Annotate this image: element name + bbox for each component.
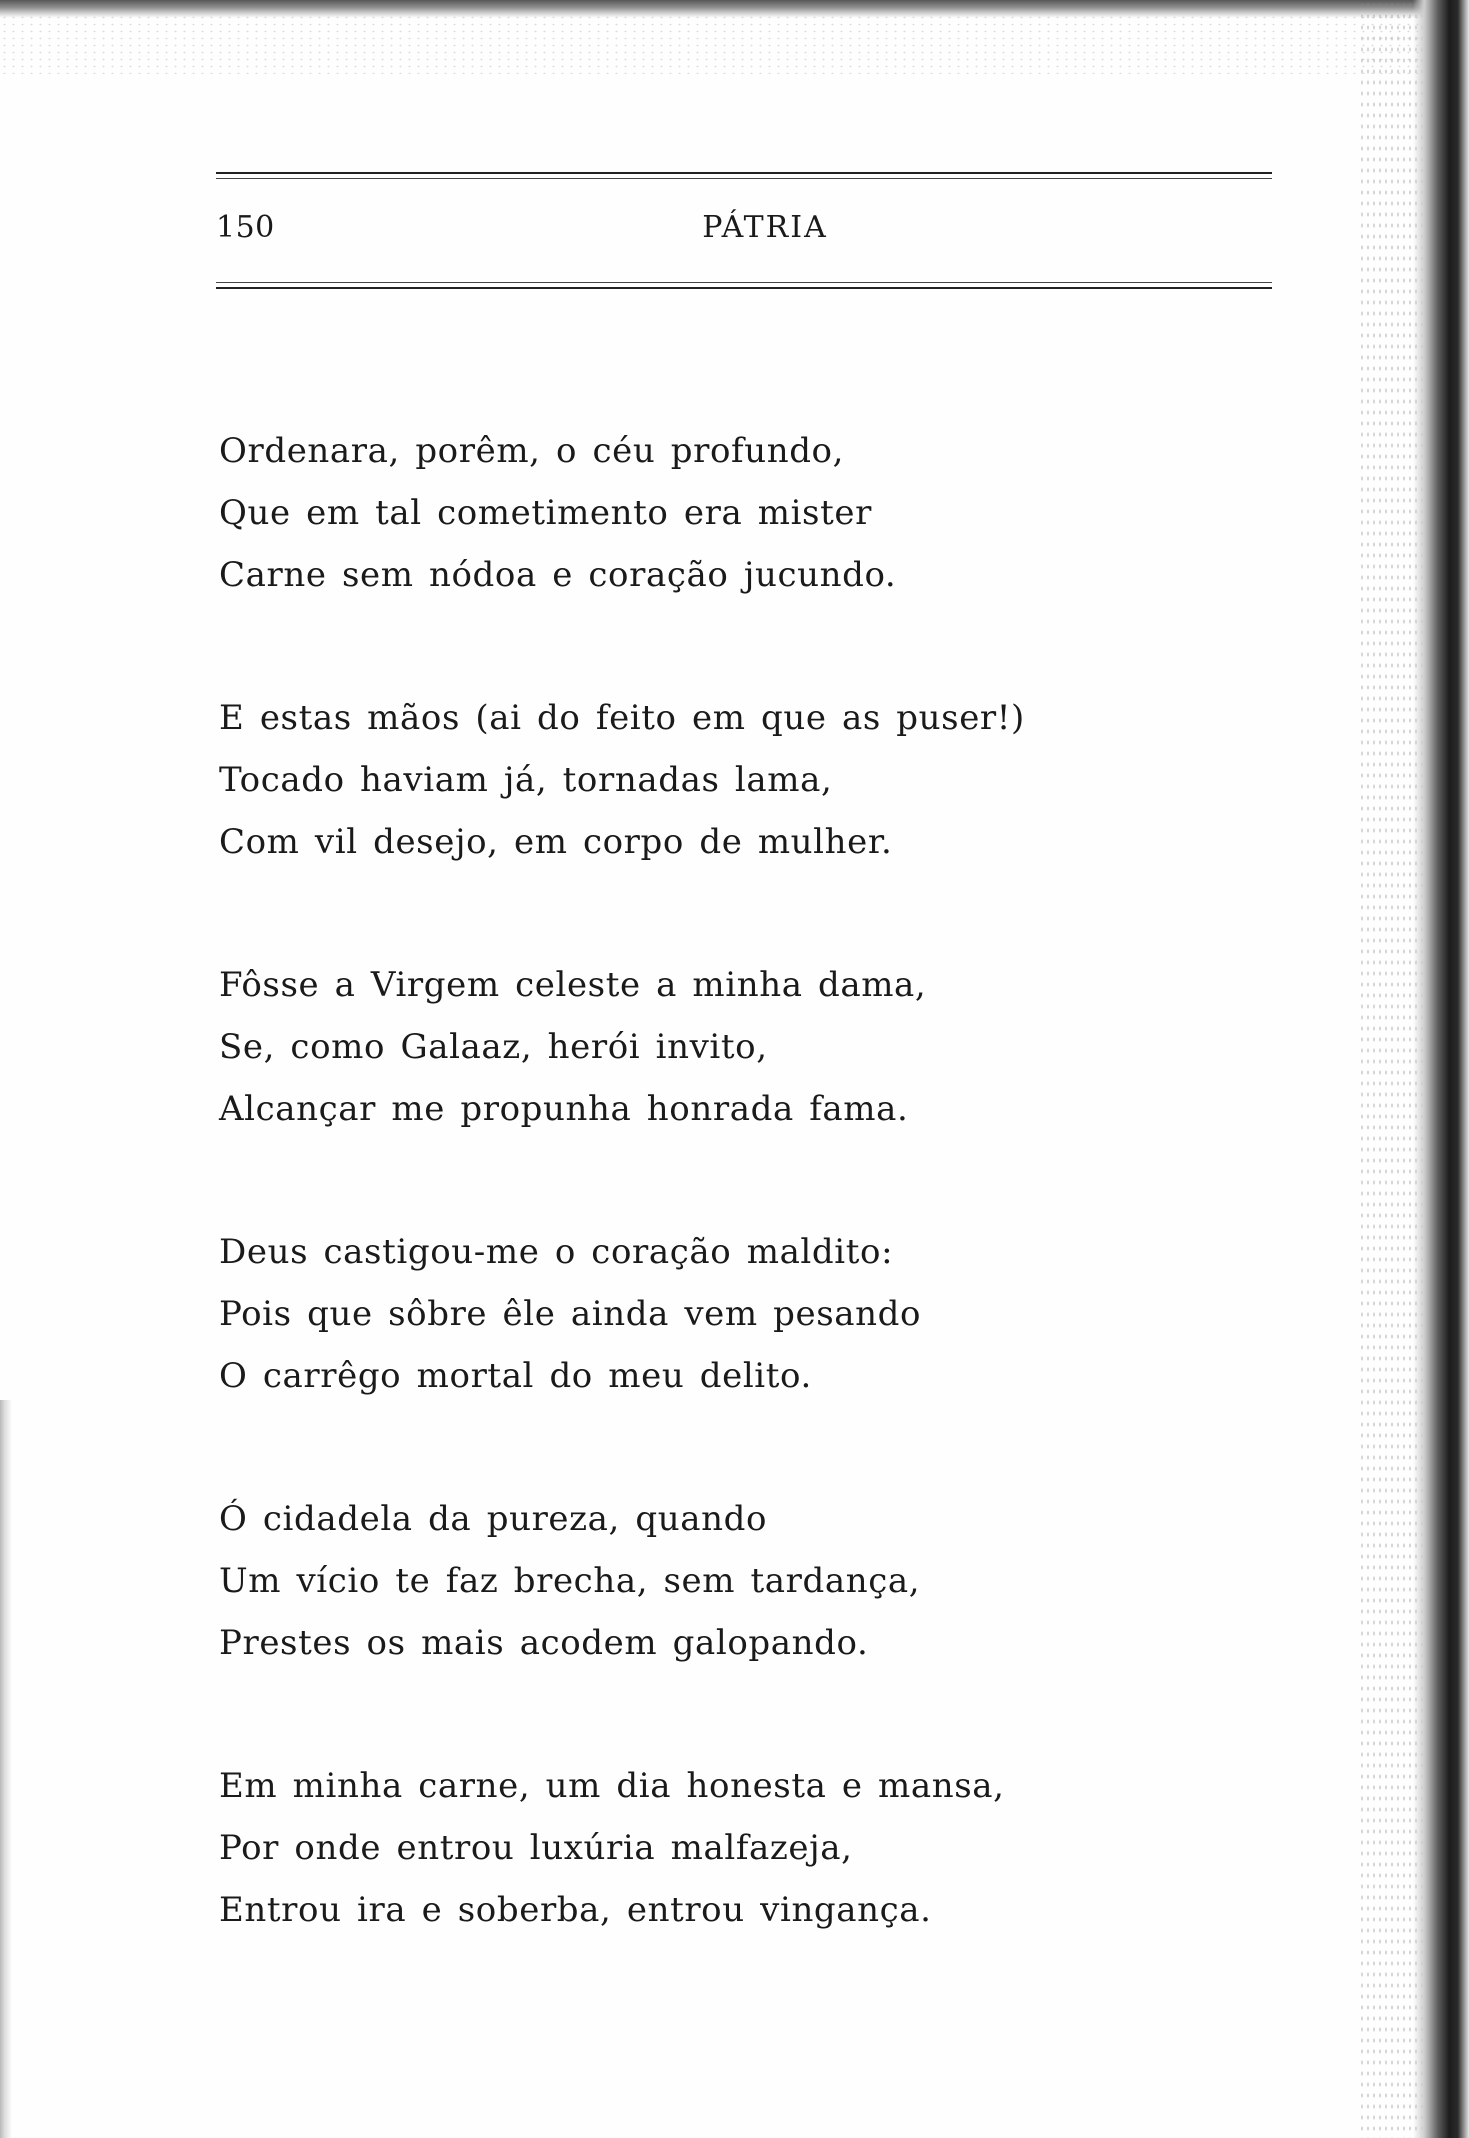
verse-line: Pois que sôbre êle ainda vem pesando (219, 1294, 922, 1334)
running-header (216, 210, 1272, 256)
header-rule-top-inner (216, 178, 1272, 179)
scan-top-noise (0, 14, 1469, 74)
stanza-5 (219, 1488, 1219, 1674)
header-rule-bottom (216, 287, 1272, 289)
verse-line: Tocado haviam já, tornadas lama, (219, 760, 833, 800)
verse-line: Com vil desejo, em corpo de mulher. (219, 822, 893, 862)
stanza-6 (219, 1755, 1219, 1941)
verse-line: Se, como Galaaz, herói invito, (219, 1027, 768, 1067)
verse-line: Prestes os mais acodem galopando. (219, 1623, 869, 1663)
verse-line: Carne sem nódoa e coração jucundo. (219, 555, 897, 595)
verse-line: O carrêgo mortal do meu delito. (219, 1356, 812, 1396)
stanza-2 (219, 687, 1219, 873)
verse-line: Em minha carne, um dia honesta e mansa, (219, 1766, 1005, 1806)
page-number: 150 (216, 210, 275, 245)
stanza-4 (219, 1221, 1219, 1407)
verse-line: Por onde entrou luxúria malfazeja, (219, 1828, 853, 1868)
poem-body (219, 420, 1219, 1941)
stanza-3 (219, 954, 1219, 1140)
verse-line: Ó cidadela da pureza, quando (219, 1499, 768, 1539)
verse-line: Um vício te faz brecha, sem tardança, (219, 1561, 921, 1601)
stanza-1 (219, 420, 1219, 606)
verse-line: Entrou ira e soberba, entrou vingança. (219, 1890, 932, 1930)
header-rule-top (216, 172, 1272, 174)
running-title: PÁTRIA (702, 210, 828, 245)
verse-line: Ordenara, porêm, o céu profundo, (219, 431, 845, 471)
verse-line: Alcançar me propunha honrada fama. (219, 1089, 909, 1129)
header-rule-bottom-inner (216, 282, 1272, 283)
verse-line: Deus castigou-me o coração maldito: (219, 1232, 894, 1272)
verse-line: Que em tal cometimento era mister (219, 493, 872, 533)
scan-binding-shadow (1413, 0, 1469, 2138)
verse-line: E estas mãos (ai do feito em que as puser!) (219, 698, 1025, 738)
scan-left-shadow (0, 1400, 12, 2138)
verse-line: Fôsse a Virgem celeste a minha dama, (219, 965, 927, 1005)
